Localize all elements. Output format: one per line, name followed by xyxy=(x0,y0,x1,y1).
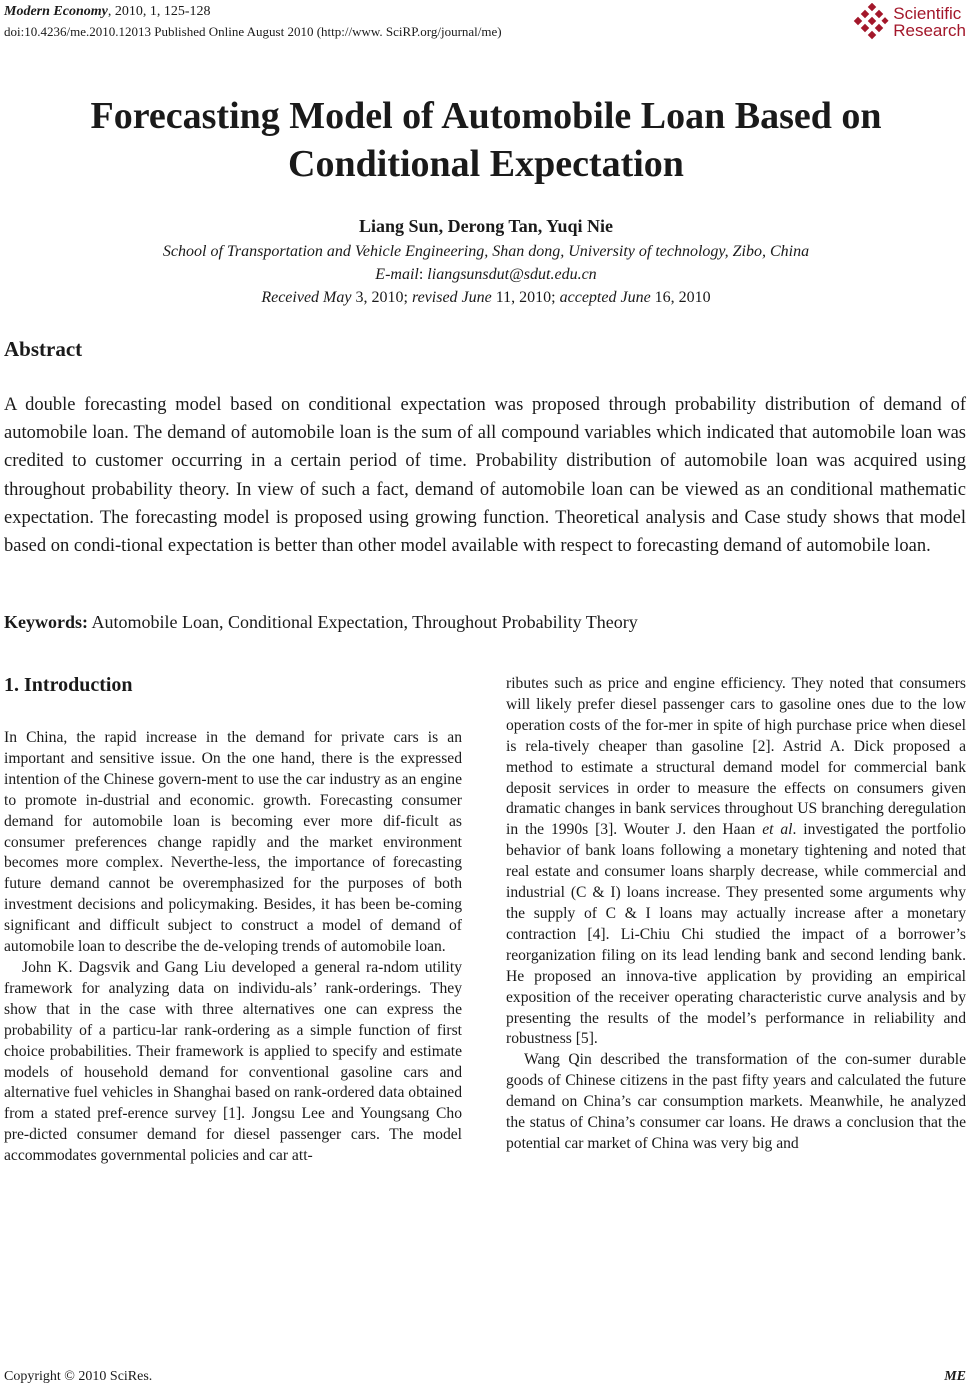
p3-text-b: . investigated the portfolio behavior of bank loans following a monetary tightening and noted that real estate and consumer loans sharply decrease, while commercial and industrial (C & I) loans increase. They presented some arguments why the supply of C & I loans may actually increase after a monetary contraction [4]. Li-Chiu Chi studied the impact of a borrower’s reorganization filing on its lead lending bank and second lending bank. He proposed an innova-tive application by providing an empirical exposition of the receiver operating characteristic curve analysis and by presenting the results of the model’s performance in reliability and robustness [5]. xyxy=(506,821,966,1048)
keywords-text: Automobile Loan, Conditional Expectation, Throughout Probability Theory xyxy=(88,612,638,632)
logo-line-1: Scientific xyxy=(893,4,962,23)
accepted-label: accepted June xyxy=(559,289,651,306)
affiliation: School of Transportation and Vehicle Engineering, Shan dong, University of technology, Zibo, China xyxy=(162,243,810,260)
journal-citation xyxy=(4,2,502,22)
title-line-1: Forecasting Model of Automobile Loan Based on xyxy=(90,95,882,137)
publisher-logo xyxy=(852,3,966,41)
title-line-2: Conditional Expectation xyxy=(288,143,684,185)
email-sep: : xyxy=(418,266,428,283)
logo-text xyxy=(893,5,966,39)
abstract-text: A double forecasting model based on conditional expectation was proposed through probability distribution of demand of automobile loan. The demand of automobile loan is the sum of all compound variables which indicated that automobile loan was credited to customer occurring in a certain period of time. Probability distribution of automobile loan was acquired using throughout probability theory. In view of such a fact, demand of automobile loan can be viewed as an conditional mathematic expectation. The forecasting model is proposed using growing function. Theoretical analysis and Case study shows that model based on condi-tional expectation is better than other model available with respect to forecasting demand of automobile loan. xyxy=(4,395,966,557)
abstract-heading: Abstract xyxy=(4,337,83,361)
section-heading-introduction: 1. Introduction xyxy=(4,674,133,696)
running-header xyxy=(4,2,502,42)
received-dates xyxy=(0,289,972,307)
footer-journal-abbr: ME xyxy=(944,1369,966,1384)
keywords-line xyxy=(4,612,638,633)
email-line xyxy=(0,266,972,284)
journal-name: Modern Economy xyxy=(4,4,108,19)
received-label: Received May xyxy=(261,289,352,306)
scientific-research-logo-icon xyxy=(852,3,890,41)
revised-label: revised June xyxy=(411,289,492,306)
intro-paragraph-2: John K. Dagsvik and Gang Liu developed a general ra-ndom utility framework for analyzing data on individu-als’ rank-orderings. They show that in the case with three alternatives one can express the probability of a particu-lar rank-ordering as a simple function of first choice probabilities. Their framework is applied to specify and estimate models of household demand for conventional gasoline cars and alternative fuel vehicles in Shanghai based on rank-ordered data obtained from a stated pref-erence survey [1]. Jongsu Lee and Youngsang Cho pre-dicted consumer demand for diesel passenger cars. The model accommodates governmental policies and car att- xyxy=(4,958,462,1165)
authors: Liang Sun, Derong Tan, Yuqi Nie xyxy=(359,216,613,236)
doi-line: doi:10.4236/me.2010.12013 Published Online August 2010 (http://www. SciRP.org/journal/me) xyxy=(4,24,502,39)
intro-paragraph-3 xyxy=(506,674,966,1050)
footer-copyright: Copyright © 2010 SciRes. xyxy=(4,1369,153,1384)
accepted-date: 16, 2010 xyxy=(650,289,711,306)
logo-line-2: Research xyxy=(893,21,966,40)
right-column xyxy=(506,674,966,1155)
p3-text-a: ributes such as price and engine efficiency. They noted that consumers will likely prefer diesel passenger cars to gasoline ones due to the low operation costs of the for-mer in spite of high purchase price when diesel is rela-tively cheaper than gasoline [2]. Astrid A. Dick proposed a method to estimate a structural demand model for commercial bank deposit services in order to measure the effects on consumers given dramatic changes in bank services throughout US branching deregulation in the 1990s [3]. Wouter J. den Haan xyxy=(506,675,966,839)
received-date: 3, 2010; xyxy=(351,289,412,306)
email-address[interactable]: liangsunsdut@sdut.edu.cn xyxy=(427,266,597,283)
revised-date: 11, 2010; xyxy=(491,289,560,306)
email-label: E-mail xyxy=(375,266,419,283)
journal-volume: , 2010, 1, 125-128 xyxy=(107,4,211,19)
left-column xyxy=(4,728,462,1167)
paper-title xyxy=(0,92,972,188)
intro-paragraph-1: In China, the rapid increase in the demand for private cars is an important and sensitive issue. On the one hand, there is the expressed intention of the Chinese govern-ment to use the car industry as an engine to promote in-dustrial and economic. growth. Forecasting consumer demand for automobile loan is becoming ever more dif-ficult as consumer preferences change rapidly and the market environment becomes more complex. Neverthe-less, the importance of forecasting future demand cannot be overemphasized for the purposes of both investment decisions and policymaking. Besides, it has been be-coming significant and difficult subject to construct a model of demand of automobile loan to describe the de-veloping trends of automobile loan. xyxy=(4,729,462,956)
keywords-label: Keywords: xyxy=(4,612,88,632)
intro-paragraph-4: Wang Qin described the transformation of the con-sumer durable goods of Chinese citizens in the past fifty years and calculated the future demand on China’s car consumption markets. Meanwhile, he analyzed the status of China’s consumer car loans. He draws a conclusion that the potential car market of China was very big and xyxy=(506,1051,966,1152)
p3-etal: et al xyxy=(762,821,793,839)
